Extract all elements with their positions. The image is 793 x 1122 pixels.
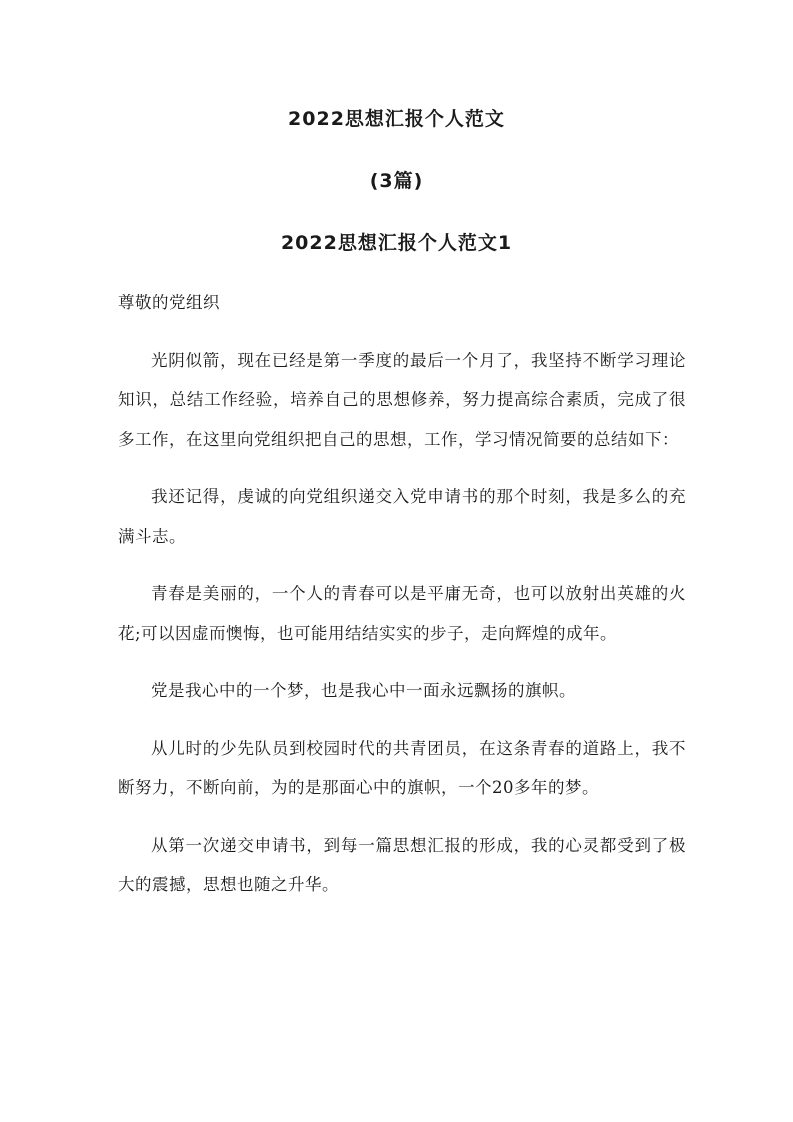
paragraph-6: 从第一次递交申请书，到每一篇思想汇报的形成，我的心灵都受到了极大的震撼，思想也随之升华。 [118, 835, 686, 894]
salutation: 尊敬的党组织 [118, 293, 220, 312]
paragraph-1: 光阴似箭，现在已经是第一季度的最后一个月了，我坚持不断学习理论知识，总结工作经验，培养自己的思想修养，努力提高综合素质，完成了很多工作，在这里向党组织把自己的思想，工作，学习情况简要的总结如下： [118, 350, 686, 449]
paragraph-3: 青春是美丽的，一个人的青春可以是平庸无奇，也可以放射出英雄的火花;可以因虚而懊悔，也可能用结结实实的步子，走向辉煌的成年。 [118, 584, 686, 643]
document-title: 2022思想汇报个人范文 [288, 108, 505, 130]
document-subtitle: (3篇) [369, 170, 424, 192]
paragraph-2: 我还记得，虔诚的向党组织递交入党申请书的那个时刻，我是多么的充满斗志。 [118, 487, 686, 546]
section-title: 2022思想汇报个人范文1 [280, 232, 513, 254]
document-body [118, 283, 686, 923]
paragraph-4: 党是我心中的一个梦，也是我心中一面永远飘扬的旗帜。 [151, 681, 576, 700]
paragraph-5: 从儿时的少先队员到校园时代的共青团员，在这条青春的道路上，我不断努力，不断向前，为的是那面心中的旗帜，一个20多年的梦。 [118, 738, 686, 797]
